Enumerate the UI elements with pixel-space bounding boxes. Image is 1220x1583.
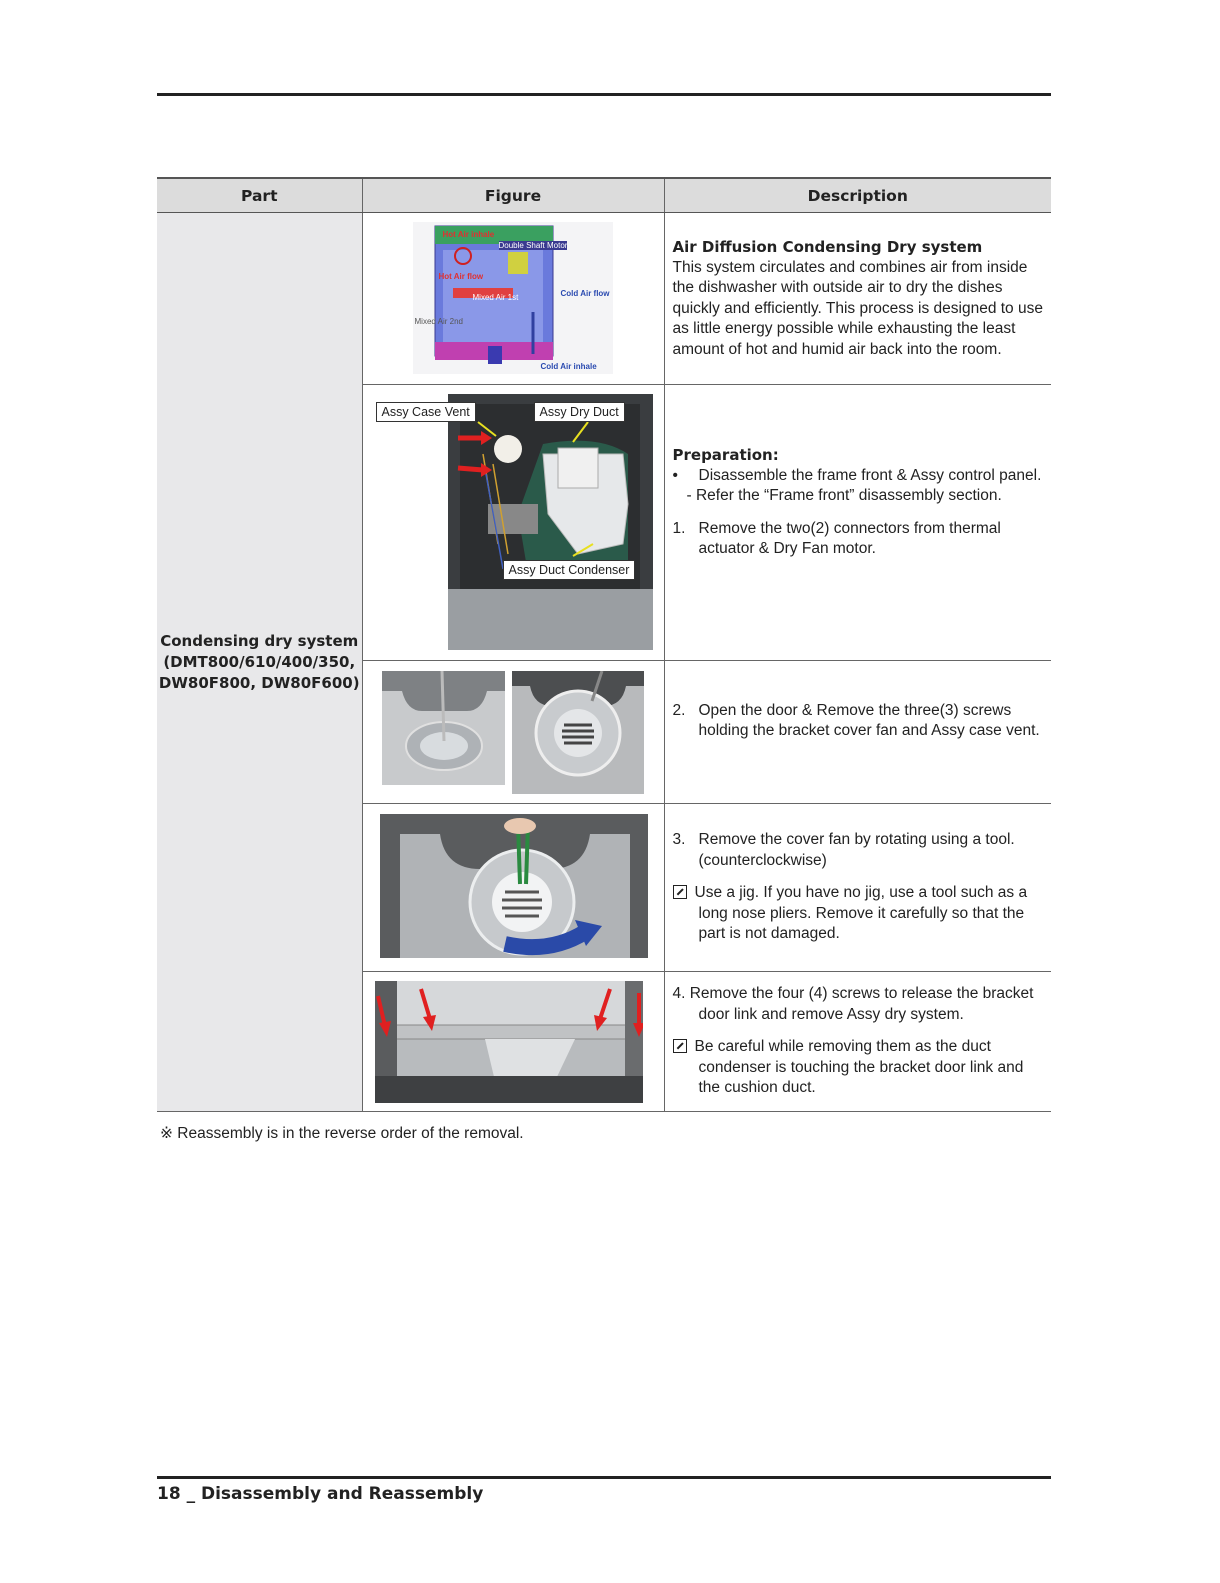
label-mixed-air-2nd: Mixed Air 2nd: [414, 317, 463, 326]
figure-screws-cell: [362, 661, 664, 804]
description-preparation: [664, 385, 1051, 661]
preparation-heading: Preparation:: [672, 446, 779, 465]
note-text: Use a jig. If you have no jig, use a tool such as a long nose pliers. Remove it carefully so that the part is not damaged.: [694, 884, 1028, 943]
top-rule: [157, 93, 1051, 96]
description-step-2: [664, 661, 1051, 804]
label-hot-air-inhale: Hot Air inhale: [442, 230, 495, 239]
header-figure: Figure: [362, 178, 664, 213]
label-assy-case-vent: Assy Case Vent: [376, 402, 476, 422]
part-name-line2: (DMT800/610/400/350,: [163, 652, 356, 671]
step-4: 4. Remove the four (4) screws to release the bracket door link and remove Assy dry system.: [672, 985, 1034, 1023]
header-description: Description: [664, 178, 1051, 213]
step-2: [673, 701, 1046, 742]
tub-floor-photo-left: [382, 671, 505, 785]
figure-preparation-cell: [362, 385, 664, 661]
description-step-3: [664, 804, 1051, 972]
tub-floor-photo-right: [512, 671, 644, 794]
note-text: Be careful while removing them as the duct condenser is touching the bracket door link and the cushion duct.: [694, 1038, 1024, 1097]
step-text: Remove the cover fan by rotating using a tool. (counterclockwise): [698, 831, 1015, 869]
rotate-arrow-icon: [380, 814, 648, 958]
figure-bracket-cell: [362, 972, 664, 1112]
step-text: Remove the two(2) connectors from thermal actuator & Dry Fan motor.: [698, 519, 1001, 558]
cover-fan-photo: [512, 671, 644, 794]
page-footer: 18 _ Disassembly and Reassembly: [157, 1484, 484, 1504]
procedure-table: [157, 177, 1051, 1112]
note-icon: [673, 1039, 687, 1053]
figure-air-diagram-cell: [362, 213, 664, 385]
step-3: [673, 830, 1046, 871]
label-mixed-air-1st: Mixed Air 1st: [472, 293, 519, 302]
air-diffusion-text: This system circulates and combines air from inside the dishwasher with outside air to dry the dishes quickly and efficiently. This process is designed to use as little energy possible while exhausting the least amount of hot and humid air back into the room.: [672, 258, 1043, 358]
rotate-cover-photo: [380, 814, 648, 958]
bracket-door-link-photo: [375, 981, 643, 1103]
bullet-marker: •: [672, 466, 678, 484]
figure-rotate-cell: [362, 804, 664, 972]
section-title: Air Diffusion Condensing Dry system: [672, 238, 983, 256]
label-double-shaft-motor: Double Shaft Motor: [498, 241, 568, 250]
reassembly-note: ※ Reassembly is in the reverse order of the removal.: [160, 1125, 524, 1142]
screwdriver-photo: [382, 671, 505, 785]
preparation-bullet: [673, 466, 1046, 487]
part-name-cell: [157, 213, 362, 1112]
label-assy-dry-duct: Assy Dry Duct: [534, 402, 625, 422]
step-text: Open the door & Remove the three(3) screws holding the bracket cover fan and Assy case vent.: [698, 701, 1040, 739]
table-row: [157, 213, 1051, 385]
step-number: 3.: [672, 831, 686, 849]
label-cold-air-flow: Cold Air flow: [560, 289, 610, 298]
note-icon: [673, 885, 687, 899]
note-careful: [673, 1037, 1046, 1099]
label-hot-air-flow: Hot Air flow: [438, 272, 484, 281]
table-header-row: [157, 178, 1051, 213]
description-air-diffusion: [664, 213, 1051, 385]
door-inside-photo: [448, 394, 653, 650]
description-step-4: [664, 972, 1051, 1112]
bottom-rule: [157, 1476, 1051, 1479]
part-name-line1: Condensing dry system: [160, 631, 359, 650]
note-jig: [673, 883, 1046, 945]
step-number: 1.: [672, 519, 686, 537]
label-assy-duct-condenser: Assy Duct Condenser: [503, 560, 636, 580]
pointer-arrows: [448, 394, 653, 650]
step-1: [673, 519, 1046, 560]
part-name-line3: DW80F800, DW80F600): [158, 673, 360, 692]
screw-arrows: [375, 981, 643, 1103]
step-number: 2.: [672, 701, 686, 719]
bullet-text: Disassemble the frame front & Assy control panel.: [698, 466, 1042, 484]
header-part: Part: [157, 178, 362, 213]
air-flow-diagram: [413, 222, 613, 374]
preparation-reference: - Refer the “Frame front” disassembly section.: [686, 487, 1002, 505]
label-cold-air-inhale: Cold Air inhale: [540, 362, 597, 371]
